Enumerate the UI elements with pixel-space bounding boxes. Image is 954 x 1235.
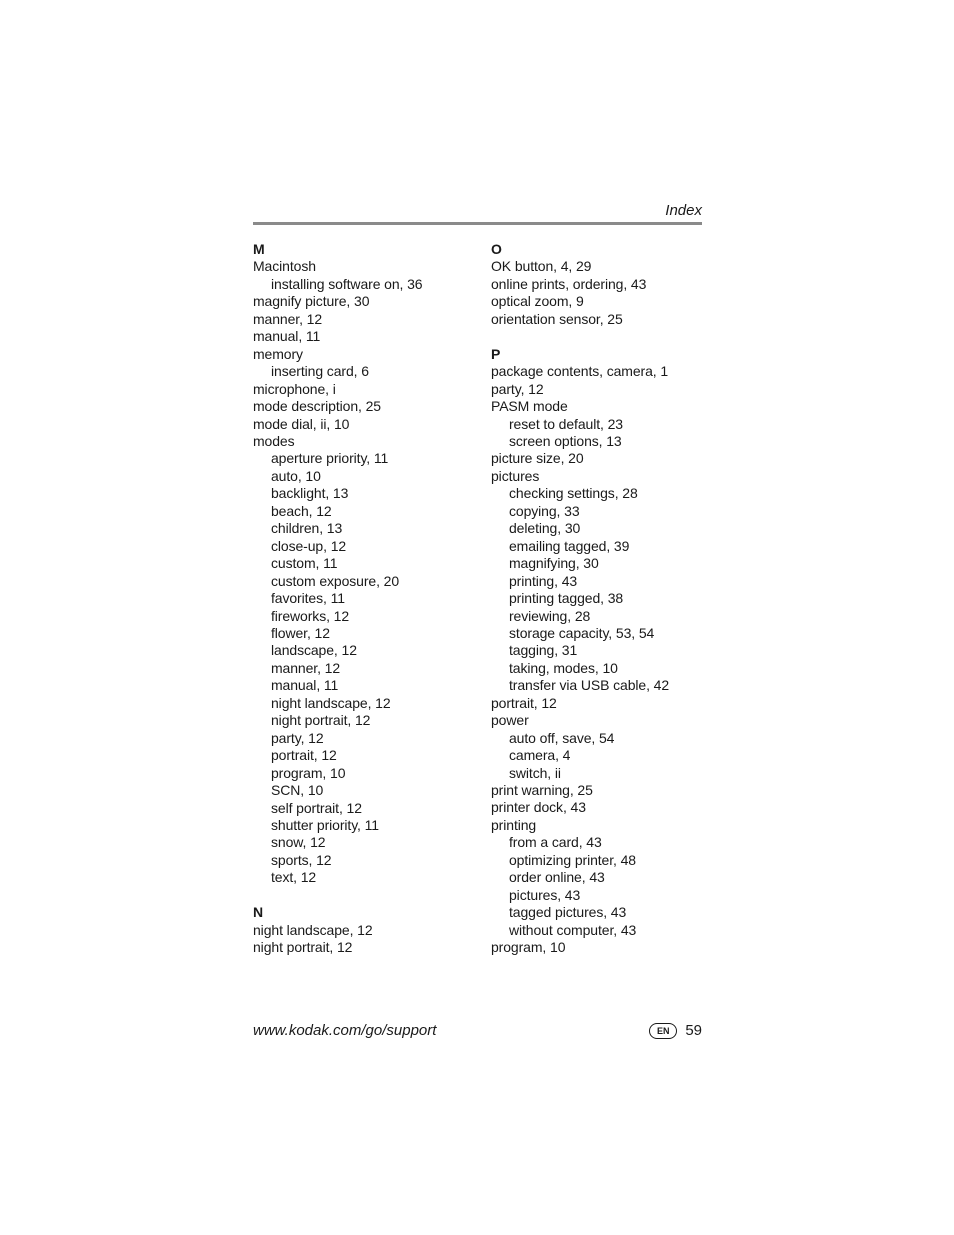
index-subentry: aperture priority, 11 (271, 450, 389, 467)
index-subentry: reset to default, 23 (509, 415, 623, 432)
index-entry: microphone, i (253, 380, 336, 397)
section-spacer (491, 328, 721, 345)
index-column-left (253, 241, 483, 957)
index-subentry: sports, 12 (271, 851, 332, 868)
index-entry: program, 10 (491, 939, 566, 956)
index-subentry: favorites, 11 (271, 590, 345, 607)
language-badge: EN (649, 1023, 677, 1039)
index-subentry: storage capacity, 53, 54 (509, 624, 655, 641)
index-subentry: backlight, 13 (271, 485, 349, 502)
index-entry: manual, 11 (253, 328, 321, 345)
footer-support-url: www.kodak.com/go/support (253, 1022, 437, 1039)
index-subentry: close-up, 12 (271, 537, 347, 554)
index-entry: memory (253, 345, 303, 362)
index-subentry: switch, ii (509, 764, 561, 781)
index-entry: modes (253, 432, 295, 449)
index-subentry: custom, 11 (271, 555, 338, 572)
index-entry: printer dock, 43 (491, 799, 586, 816)
index-subentry: optimizing printer, 48 (509, 851, 636, 868)
index-subentry: reviewing, 28 (509, 607, 591, 624)
header-rule (253, 222, 702, 225)
index-subentry: manner, 12 (271, 659, 341, 676)
section-spacer (253, 887, 483, 904)
index-entry: pictures (491, 467, 540, 484)
index-subentry: beach, 12 (271, 502, 332, 519)
index-subentry: SCN, 10 (271, 782, 324, 799)
index-subentry: program, 10 (271, 764, 346, 781)
index-subentry: screen options, 13 (509, 432, 622, 449)
index-subentry: emailing tagged, 39 (509, 537, 630, 554)
index-subentry: custom exposure, 20 (271, 572, 400, 589)
index-section-letter: O (491, 241, 502, 257)
page-header-title: Index (665, 202, 702, 219)
index-entry: PASM mode (491, 398, 568, 415)
index-subentry: without computer, 43 (509, 921, 637, 938)
index-subentry: printing tagged, 38 (509, 590, 624, 607)
index-entry: OK button, 4, 29 (491, 258, 592, 275)
index-subentry: installing software on, 36 (271, 275, 423, 292)
index-subentry: landscape, 12 (271, 642, 357, 659)
index-subentry: inserting card, 6 (271, 363, 369, 380)
index-section-letter: N (253, 904, 264, 921)
index-subentry: tagged pictures, 43 (509, 904, 627, 921)
index-subentry: transfer via USB cable, 42 (509, 677, 670, 694)
footer-page-info (649, 1021, 702, 1041)
index-entry: magnify picture, 30 (253, 293, 370, 310)
index-entry: night landscape, 12 (253, 921, 373, 938)
index-entry: orientation sensor, 25 (491, 310, 623, 327)
index-subentry: deleting, 30 (509, 520, 581, 537)
index-subentry: order online, 43 (509, 869, 605, 886)
index-subentry: checking settings, 28 (509, 485, 638, 502)
index-subentry: magnifying, 30 (509, 555, 599, 572)
index-entry: Macintosh (253, 258, 316, 275)
index-entry: portrait, 12 (491, 694, 557, 711)
index-entry: night portrait, 12 (253, 939, 353, 956)
index-subentry: text, 12 (271, 869, 317, 886)
index-subentry: self portrait, 12 (271, 799, 362, 816)
index-subentry: printing, 43 (509, 572, 578, 589)
index-subentry: tagging, 31 (509, 642, 578, 659)
index-section-letter: M (253, 241, 265, 257)
index-entry: optical zoom, 9 (491, 293, 584, 310)
index-subentry: night portrait, 12 (271, 712, 371, 729)
index-subentry: children, 13 (271, 520, 343, 537)
index-subentry: flower, 12 (271, 624, 330, 641)
index-entry: mode description, 25 (253, 398, 381, 415)
index-subentry: fireworks, 12 (271, 607, 350, 624)
index-entry: mode dial, ii, 10 (253, 415, 350, 432)
index-subentry: snow, 12 (271, 834, 326, 851)
index-entry: picture size, 20 (491, 450, 584, 467)
index-column-right (491, 241, 721, 957)
index-entry: package contents, camera, 1 (491, 363, 669, 380)
index-entry: party, 12 (491, 380, 544, 397)
index-section-letter: P (491, 345, 501, 362)
index-subentry: auto, 10 (271, 467, 321, 484)
index-subentry: from a card, 43 (509, 834, 602, 851)
index-subentry: camera, 4 (509, 747, 571, 764)
index-entry: print warning, 25 (491, 782, 593, 799)
index-subentry: shutter priority, 11 (271, 816, 379, 833)
index-entry: online prints, ordering, 43 (491, 275, 647, 292)
index-subentry: taking, modes, 10 (509, 659, 618, 676)
page-number: 59 (685, 1022, 702, 1039)
index-subentry: night landscape, 12 (271, 694, 391, 711)
index-entry: power (491, 712, 529, 729)
index-subentry: party, 12 (271, 729, 324, 746)
index-entry: manner, 12 (253, 310, 323, 327)
index-subentry: copying, 33 (509, 502, 580, 519)
index-subentry: auto off, save, 54 (509, 729, 615, 746)
index-subentry: pictures, 43 (509, 886, 581, 903)
index-entry: printing (491, 816, 537, 833)
index-subentry: portrait, 12 (271, 747, 337, 764)
index-subentry: manual, 11 (271, 677, 339, 694)
